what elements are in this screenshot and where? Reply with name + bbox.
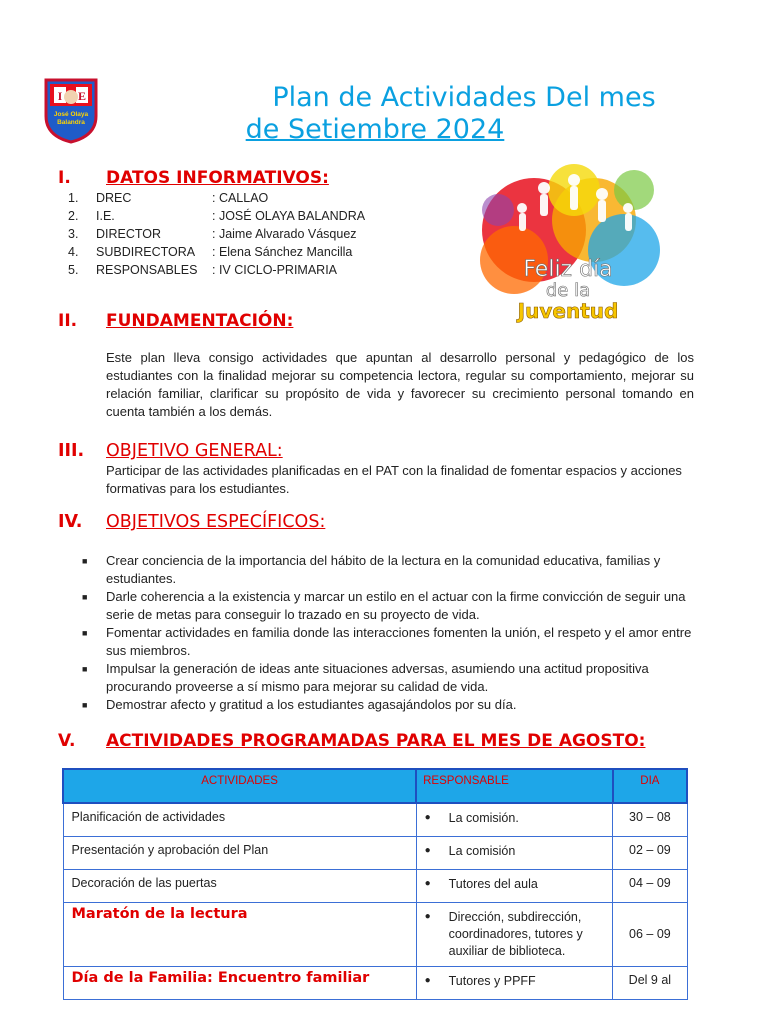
cell-responsable: ● Dirección, subdirección, coordinadores, tutores y auxiliar de biblioteca.	[416, 902, 613, 966]
cell-dia: 30 – 08	[613, 803, 687, 836]
list-item: ■ Darle coherencia a la existencia y marcar un estilo en el actuar con la firme convicción de seguir una serie de metas para conseguir lo trazado en su proyecto de vida.	[82, 589, 686, 622]
title-line-1: Plan de Actividades Del mes	[272, 82, 656, 113]
list-item: ■ Impulsar la generación de ideas ante situaciones adversas, asumiendo una actitud propositiva procurando proveerse a sí mismo para mejorar su calidad de vida.	[82, 661, 649, 694]
objetivo-general-text: Participar de las actividades planificadas en el PAT con la finalidad de fomentar espacios y acciones formativas para los estudiantes.	[106, 463, 682, 496]
list-item: ■ Crear conciencia de la importancia del hábito de la lectura en la comunidad educativa, familias y estudiantes.	[82, 553, 661, 586]
datos-item: 2. I.E. : JOSÉ OLAYA BALANDRA	[68, 209, 366, 223]
bullet-icon: ■	[82, 700, 88, 710]
cell-dia: 02 – 09	[613, 836, 687, 869]
image-caption-3: Juventud	[517, 299, 619, 323]
cell-actividad: Día de la Familia: Encuentro familiar	[63, 966, 416, 999]
cell-responsable: ● La comisión	[416, 836, 613, 869]
cell-dia: 06 – 09	[613, 902, 687, 966]
bullet-icon: ●	[424, 812, 431, 823]
bullet-icon: ■	[82, 556, 88, 566]
bullet-icon: ●	[424, 877, 431, 889]
table-row	[63, 902, 687, 966]
section-title: ACTIVIDADES PROGRAMADAS PARA EL MES DE AGOSTO:	[106, 731, 646, 751]
section-datos-heading	[58, 168, 329, 188]
feliz-dia-juventud-image	[474, 150, 662, 330]
list-item: ■ Demostrar afecto y gratitud a los estudiantes agasajándolos por su día.	[82, 697, 517, 712]
datos-item: 5. RESPONSABLES : IV CICLO-PRIMARIA	[68, 263, 338, 277]
list-item: ■ Fomentar actividades en familia donde las interacciones fomenten la unión, el respeto y el amor entre sus miembros.	[82, 625, 692, 658]
section-title: DATOS INFORMATIVOS:	[106, 168, 329, 188]
datos-item: 3. DIRECTOR : Jaime Alvarado Vásquez	[68, 227, 357, 241]
datos-item: 1. DREC : CALLAO	[68, 191, 269, 205]
image-caption-2: de la	[545, 280, 591, 301]
bullet-icon: ●	[424, 844, 431, 856]
section-fundamentacion-heading	[58, 311, 293, 331]
title-line-2: de Setiembre 2024	[245, 114, 505, 145]
table-row	[63, 966, 687, 999]
table-row	[63, 836, 687, 869]
cell-actividad: Decoración de las puertas	[63, 869, 416, 902]
actividades-table	[62, 768, 688, 1000]
logo-letter-e: E	[77, 89, 87, 103]
section-number: V.	[58, 731, 76, 751]
section-number: IV.	[58, 512, 83, 532]
cell-actividad: Maratón de la lectura	[63, 902, 416, 966]
page-title	[120, 82, 760, 146]
section-title: FUNDAMENTACIÓN:	[106, 311, 294, 331]
image-caption-1: Feliz día	[523, 257, 613, 282]
bullet-icon: ■	[82, 628, 88, 638]
objetivos-especificos-list	[82, 552, 694, 714]
section-number: I.	[58, 168, 71, 188]
table-header-row	[63, 769, 687, 803]
cell-dia: 04 – 09	[613, 869, 687, 902]
header-dia: DIA	[613, 769, 687, 803]
cell-actividad: Planificación de actividades	[63, 803, 416, 836]
section-objetivos-especificos-heading	[58, 512, 325, 532]
datos-list	[68, 189, 365, 279]
svg-text:José Olaya: José Olaya	[53, 111, 89, 118]
cell-responsable: ● Tutores y PPFF	[416, 966, 613, 999]
section-title: OBJETIVOS ESPECÍFICOS:	[106, 512, 326, 532]
datos-item: 4. SUBDIRECTORA : Elena Sánchez Mancilla	[68, 245, 353, 259]
section-objetivo-general-heading	[58, 441, 283, 461]
cell-actividad: Presentación y aprobación del Plan	[63, 836, 416, 869]
bullet-icon: ■	[82, 592, 88, 602]
section-number: III.	[58, 441, 85, 461]
fundamentacion-text: Este plan lleva consigo actividades que apuntan al desarrollo personal y pedagógico de los estudiantes con la finalidad mejorar su competencia lectora, regular su comportamiento, mejorar su relación familiar, clarificar su propósito de vida y favorecer su crecimiento personal tomando en cuenta también a los demás.	[106, 350, 694, 419]
header-actividades: ACTIVIDADES	[63, 769, 416, 803]
logo-letter-i: I	[57, 89, 63, 103]
header-responsable: RESPONSABLE	[416, 769, 613, 803]
bullet-icon: ●	[424, 974, 431, 986]
cell-responsable: ● La comisión.	[416, 803, 613, 836]
section-title: OBJETIVO GENERAL:	[106, 441, 283, 461]
svg-text:Balandra: Balandra	[57, 119, 85, 126]
bullet-icon: ●	[424, 910, 431, 922]
cell-responsable: ● Tutores del aula	[416, 869, 613, 902]
section-number: II.	[58, 311, 78, 331]
table-row	[63, 869, 687, 902]
cell-dia: Del 9 al	[613, 966, 687, 999]
table-row	[63, 803, 687, 836]
section-actividades-heading	[58, 731, 645, 751]
bullet-icon: ■	[82, 664, 88, 674]
